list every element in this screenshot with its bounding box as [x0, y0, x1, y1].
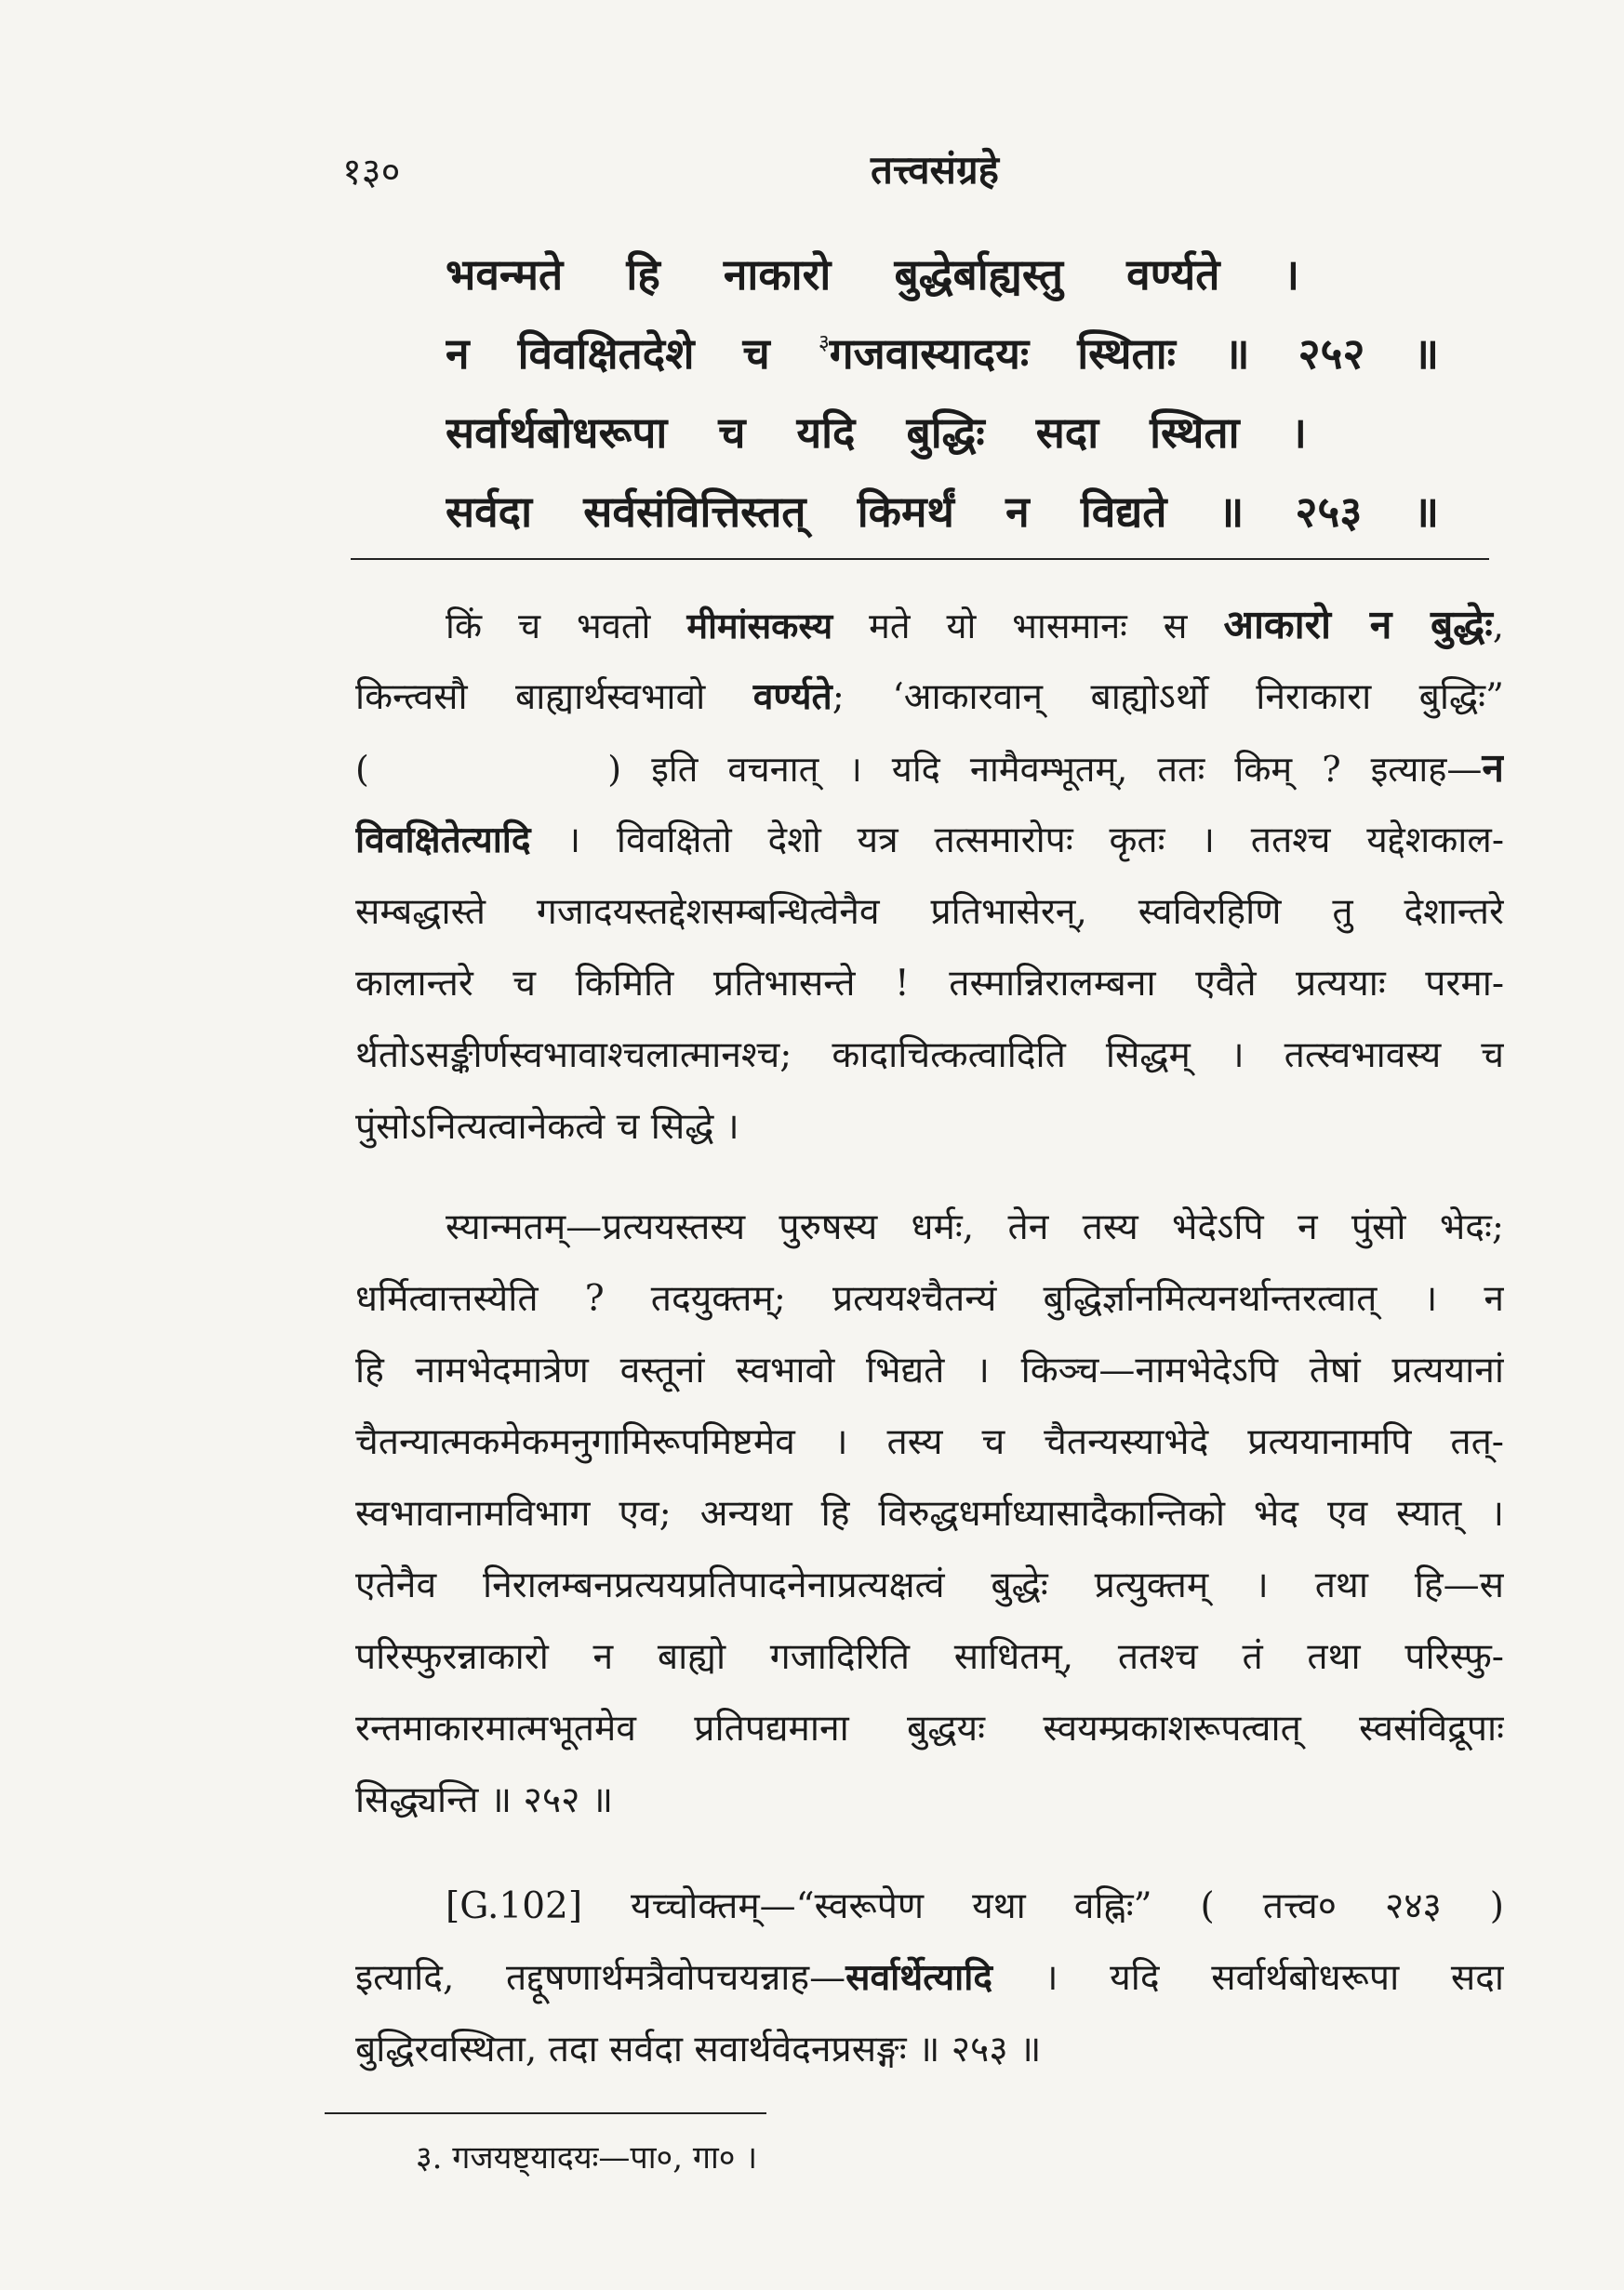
- text-segment: ,: [1492, 606, 1504, 646]
- text-segment: ; ‘आकारवान् बाह्योऽर्थो निराकारा बुद्धिः”: [832, 676, 1504, 718]
- verse-quote: न: [1482, 745, 1504, 792]
- verse-quote: वर्ण्यते: [752, 675, 832, 718]
- text-segment: स्यान्मतम्—प्रत्ययस्तस्य पुरुषस्य धर्मः, तेन तस्य भेदेऽपि न पुंसो भेदः;: [446, 1206, 1504, 1248]
- text-segment: चैतन्यात्मकमेकमनुगामिरूपमिष्टमेव । तस्य च चैतन्यस्याभेदे प्रत्ययानामपि तत्-: [355, 1421, 1504, 1463]
- footnote-marker: ३: [818, 330, 830, 355]
- text-segment: किं च भवतो: [446, 606, 687, 646]
- verse-quote: आकारो न बुद्धेः: [1223, 602, 1493, 648]
- verse-line: सर्वार्थबोधरूपा च यदि बुद्धिः सदा स्थिता ।: [446, 407, 1307, 458]
- verse-quote: सर्वार्थेत्यादि: [845, 1956, 993, 1999]
- verse-divider: [351, 558, 1489, 560]
- emphasized-term: मीमांसकस्य: [686, 605, 833, 646]
- commentary-line: [355, 1406, 1504, 1478]
- commentary-line: [355, 661, 1504, 733]
- commentary-line: [355, 1263, 1504, 1335]
- commentary-line: [355, 948, 1504, 1019]
- text-segment: कालान्तरे च किमिति प्रतिभासन्ते ! तस्मान्निरालम्बना एवैते प्रत्ययाः परमा-: [355, 963, 1504, 1005]
- text-segment: परिस्फुरन्नाकारो न बाह्यो गजादिरिति साधितम्, ततश्च तं तथा परिस्फु-: [355, 1636, 1504, 1678]
- commentary-paragraph: [355, 1871, 1504, 2085]
- commentary-line: [355, 590, 1504, 661]
- text-segment: पुंसोऽनित्यत्वानेकत्वे च सिद्धे ।: [355, 1106, 739, 1148]
- commentary-line: [355, 1871, 1504, 1942]
- commentary-line: [355, 1621, 1504, 1693]
- commentary-line: [355, 1942, 1504, 2014]
- text-segment: हि नामभेदमात्रेण वस्तूनां स्वभावो भिद्यते । किञ्च—नामभेदेऽपि तेषां प्रत्ययानां: [355, 1350, 1504, 1391]
- text-segment: । यदि सर्वार्थबोधरूपा सदा: [992, 1957, 1504, 1999]
- text-segment: किन्त्वसौ बाह्यार्थस्वभावो: [355, 676, 753, 718]
- text-segment: धर्मित्वात्तस्येति ? तदयुक्तम्; प्रत्ययश्चैतन्यं बुद्धिर्ज्ञानमित्यनर्थान्तरत्वात् । न: [355, 1278, 1504, 1320]
- footnote: ३. गजयष्ट्यादयः—पा०, गा० ।: [416, 2139, 758, 2177]
- text-segment: सम्बद्धास्ते गजादयस्तद्देशसम्बन्धित्वेनैव प्रतिभासेरन्, स्वविरहिणि तु देशान्तरे: [355, 891, 1504, 933]
- text-segment: सिद्ध्यन्ति ॥ २५२ ॥: [355, 1779, 614, 1821]
- commentary-line: [355, 733, 1504, 805]
- page-number: १३०: [342, 151, 401, 193]
- footnote-divider: [325, 2112, 766, 2114]
- commentary-line: [355, 1019, 1504, 1091]
- commentary-line: [355, 1192, 1504, 1263]
- verse-line: [446, 314, 1439, 393]
- verse-text: गजवास्यादयः स्थिताः ॥ २५२ ॥: [829, 328, 1439, 379]
- text-segment: स्वभावानामविभाग एव; अन्यथा हि विरुद्धधर्माध्यासादैकान्तिको भेद एव स्यात् ।: [355, 1493, 1504, 1535]
- text-segment: ( ) इति वचनात् । यदि नामैवम्भूतम्, ततः किम् ? इत्याह—: [355, 749, 1483, 790]
- commentary-line: [355, 1693, 1504, 1764]
- text-segment: रन्तमाकारमात्मभूतमेव प्रतिपद्यमाना बुद्धयः स्वयम्प्रकाशरूपत्वात् स्वसंविद्रूपाः: [355, 1708, 1504, 1750]
- commentary-line: [355, 1550, 1504, 1621]
- verse-text: न विवक्षितदेशे च: [446, 328, 770, 379]
- text-segment: इत्यादि, तद्दूषणार्थमत्रैवोपचयन्नाह—: [355, 1957, 846, 1999]
- text-segment: बुद्धिरवस्थिता, तदा सर्वदा सवार्थवेदनप्रसङ्गः ॥ २५३ ॥: [355, 2029, 1042, 2070]
- commentary-line: [355, 1335, 1504, 1406]
- verse-line: सर्वदा सर्वसंवित्तिस्तत् किमर्थं न विद्यते ॥ २५३ ॥: [446, 486, 1439, 537]
- commentary-line: [355, 2014, 1504, 2085]
- commentary-line: [355, 876, 1504, 948]
- text-segment: । विवक्षितो देशो यत्र तत्समारोपः कृतः । ततश्च यद्देशकाल-: [530, 819, 1504, 861]
- commentary-line: [355, 805, 1504, 876]
- verse-quote: विवक्षितेत्यादि: [355, 819, 531, 861]
- text-segment: र्थतोऽसङ्कीर्णस्वभावाश्चलात्मानश्च; कादाचित्कत्वादिति सिद्धम् । तत्स्वभावस्य च: [355, 1034, 1504, 1076]
- commentary-line: [355, 1478, 1504, 1550]
- text-segment: [G.102] यच्चोक्तम्—“स्वरूपेण यथा वह्निः” ( तत्त्व० २४३ ): [446, 1885, 1504, 1927]
- commentary-paragraph: [355, 1192, 1504, 1836]
- commentary-line: [355, 1764, 1504, 1836]
- commentary-paragraph: [355, 590, 1504, 1163]
- verse-line: भवन्मते हि नाकारो बुद्धेर्बाह्यस्तु वर्ण्यते ।: [446, 249, 1299, 300]
- text-segment: मते यो भासमानः स: [832, 606, 1224, 646]
- verse-block: [446, 235, 1439, 552]
- text-segment: एतेनैव निरालम्बनप्रत्ययप्रतिपादनेनाप्रत्यक्षत्वं बुद्धेः प्रत्युक्तम् । तथा हि—स: [355, 1564, 1504, 1606]
- commentary-line: [355, 1091, 1504, 1163]
- running-title: तत्त्वसंग्रहे: [871, 147, 999, 193]
